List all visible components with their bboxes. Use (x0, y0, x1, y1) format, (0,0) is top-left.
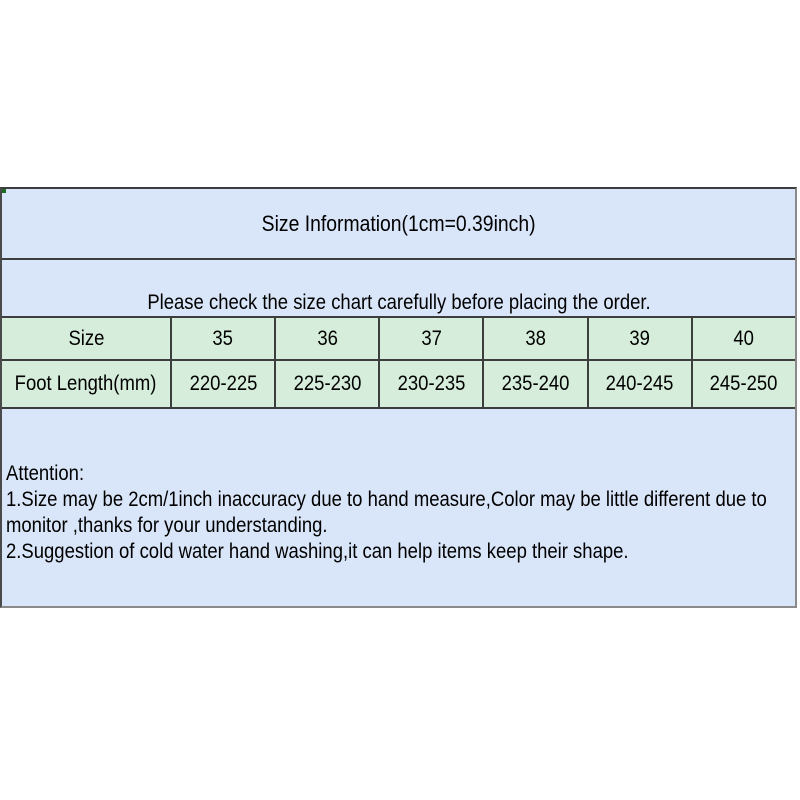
size-value: 39 (629, 326, 651, 350)
attention-heading: Attention: (6, 462, 85, 485)
panel-title-row (2, 189, 795, 258)
corner-dot (2, 189, 6, 193)
note-text: Please check the size chart carefully before placing the order. (146, 291, 651, 314)
foot-length-value: 240-245 (605, 372, 674, 395)
size-value: 36 (316, 326, 338, 350)
table-cell (587, 361, 691, 407)
size-table-size-row (2, 316, 795, 359)
attention-section (2, 407, 795, 606)
table-cell (691, 318, 795, 359)
size-table-foot-length-row (2, 359, 795, 407)
size-value: 37 (421, 326, 442, 350)
size-value: 38 (525, 326, 546, 350)
table-header-cell (2, 318, 170, 359)
foot-length-value: 220-225 (189, 372, 257, 395)
foot-length-value: 225-230 (293, 372, 362, 395)
table-header-cell (2, 361, 170, 407)
panel-title: Size Information(1cm=0.39inch) (261, 210, 536, 236)
size-chart-panel (0, 187, 797, 608)
table-cell (170, 318, 274, 359)
attention-line-2: monitor ,thanks for your understanding. (6, 514, 328, 537)
table-cell (482, 318, 586, 359)
foot-length-value: 235-240 (501, 372, 570, 395)
table-cell (691, 361, 795, 407)
table-cell (274, 361, 378, 407)
table-cell (378, 318, 482, 359)
size-value: 35 (212, 326, 234, 350)
table-cell (170, 361, 274, 407)
table-cell (482, 361, 586, 407)
foot-length-value: 230-235 (397, 372, 466, 395)
table-cell (274, 318, 378, 359)
foot-length-row-label: Foot Length(mm) (15, 372, 157, 395)
foot-length-value: 245-250 (709, 372, 778, 395)
attention-line-3: 2.Suggestion of cold water hand washing,it can help items keep their shape. (6, 540, 629, 563)
table-cell (378, 361, 482, 407)
size-row-label: Size (68, 326, 104, 350)
attention-line-1: 1.Size may be 2cm/1inch inaccuracy due to hand measure,Color may be little different due to (6, 488, 767, 511)
table-cell (587, 318, 691, 359)
size-value: 40 (733, 326, 755, 350)
note-row (2, 258, 795, 316)
